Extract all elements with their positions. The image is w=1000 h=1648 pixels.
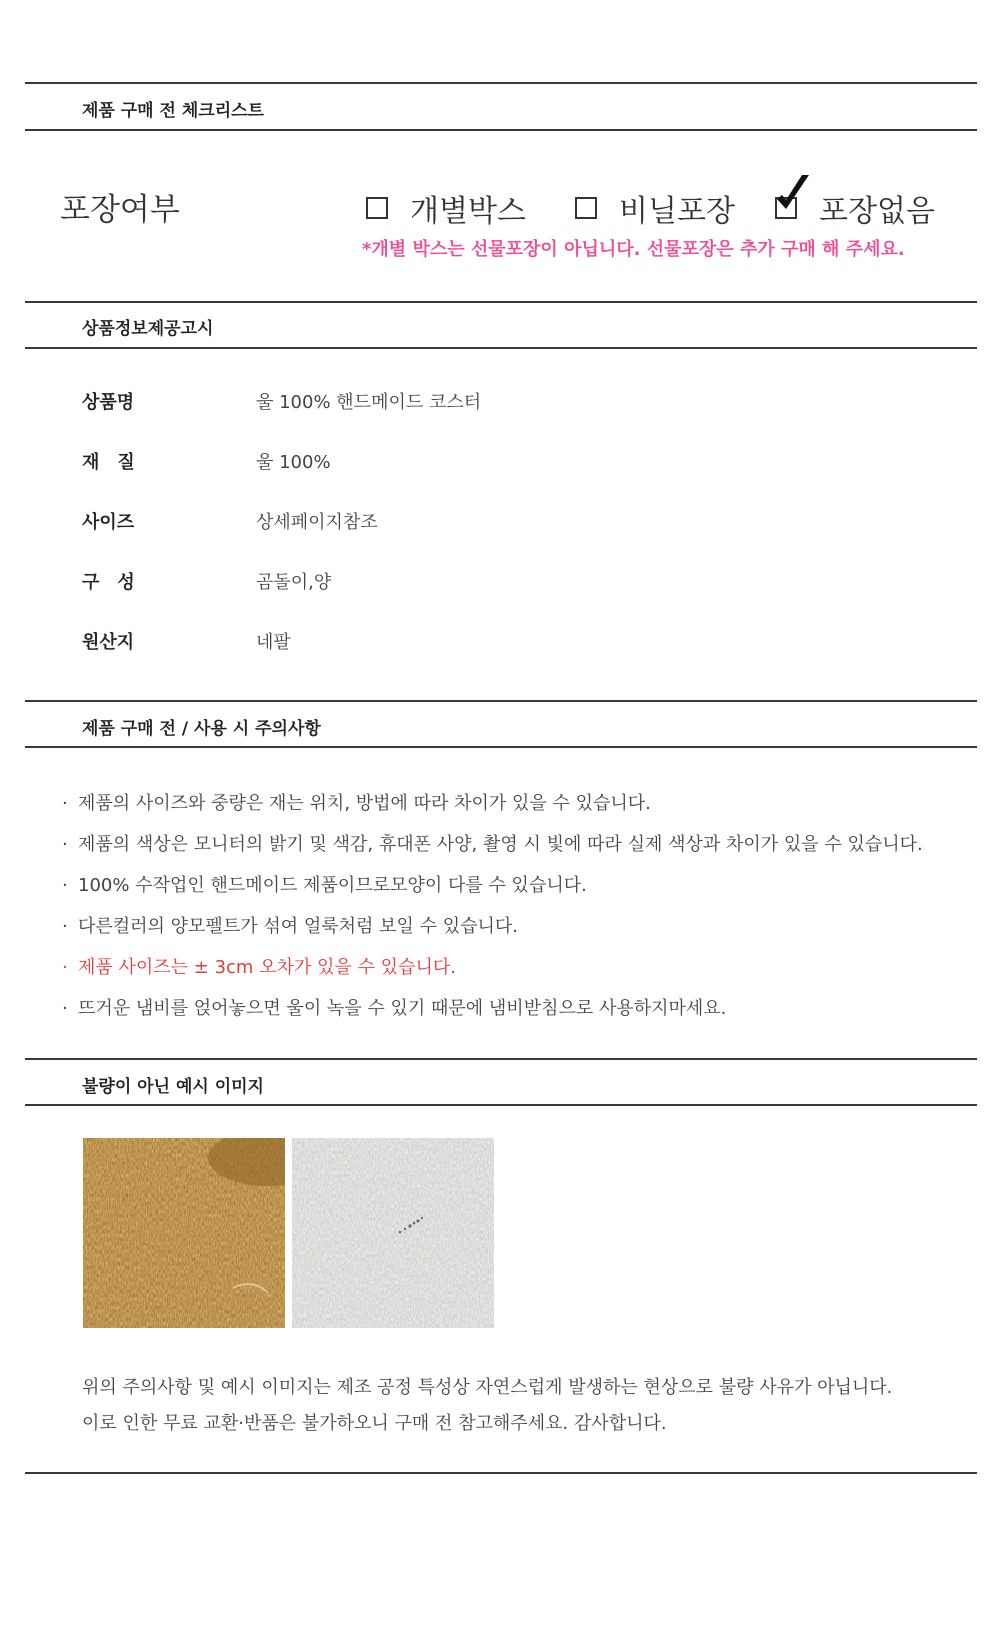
section-rule <box>25 82 977 84</box>
checkbox-icon[interactable] <box>575 197 597 219</box>
info-value: 네팔 <box>256 632 291 653</box>
info-value: 곰돌이,양 <box>256 572 332 593</box>
felt-texture-photo-brown <box>83 1138 285 1328</box>
info-value: 울 100% <box>256 452 331 473</box>
precaution-item-highlight: · 제품 사이즈는 ± 3cm 오차가 있을 수 있습니다. <box>62 957 456 978</box>
info-key: 재 질 <box>82 452 135 473</box>
option-vinyl-packing[interactable] <box>575 186 735 230</box>
info-key: 상품명 <box>82 392 135 413</box>
section-rule <box>25 129 977 131</box>
precaution-item: · 제품의 사이즈와 중량은 재는 위치, 방법에 따라 차이가 있을 수 있습니다. <box>62 793 651 814</box>
info-key: 사이즈 <box>82 512 135 533</box>
checkbox-checked-icon[interactable] <box>775 197 797 219</box>
gift-wrap-note: *개별 박스는 선물포장이 아닙니다. 선물포장은 추가 구매 해 주세요. <box>362 239 905 260</box>
section-rule <box>25 1104 977 1106</box>
closing-line-2: 이로 인한 무료 교환·반품은 불가하오니 구매 전 참고해주세요. 감사합니다. <box>82 1413 667 1434</box>
precaution-item: · 뜨거운 냄비를 얹어놓으면 울이 녹을 수 있기 때문에 냄비받침으로 사용하지마세요. <box>62 998 727 1019</box>
checkbox-icon[interactable] <box>366 197 388 219</box>
option-individual-box[interactable] <box>366 186 526 230</box>
felt-texture-photo-white <box>292 1138 494 1328</box>
section-rule <box>25 347 977 349</box>
option-label: 비닐포장 <box>619 194 735 229</box>
option-label: 포장없음 <box>819 194 935 229</box>
option-label: 개별박스 <box>410 194 526 229</box>
info-value: 상세페이지참조 <box>256 512 378 533</box>
precaution-item: · 다른컬러의 양모펠트가 섞여 얼룩처럼 보일 수 있습니다. <box>62 916 518 937</box>
precaution-item: · 제품의 색상은 모니터의 밝기 및 색감, 휴대폰 사양, 촬영 시 빛에 따라 실제 색상과 차이가 있을 수 있습니다. <box>62 834 923 855</box>
info-value: 울 100% 핸드메이드 코스터 <box>256 392 482 413</box>
checkmark-icon <box>775 173 811 217</box>
info-key: 원산지 <box>82 632 135 653</box>
precaution-item: · 100% 수작업인 핸드메이드 제품이므로모양이 다를 수 있습니다. <box>62 875 587 896</box>
section-rule <box>25 700 977 702</box>
section-rule <box>25 1058 977 1060</box>
section-rule <box>25 746 977 748</box>
section-rule <box>25 301 977 303</box>
defect-examples-title: 불량이 아닌 예시 이미지 <box>82 1077 264 1097</box>
section-rule <box>25 1472 977 1474</box>
precautions-title: 제품 구매 전 / 사용 시 주의사항 <box>82 719 321 739</box>
closing-line-1: 위의 주의사항 및 예시 이미지는 제조 공정 특성상 자연스럽게 발생하는 현상으로 불량 사유가 아닙니다. <box>82 1377 893 1398</box>
product-info-title: 상품정보제공고시 <box>82 319 214 339</box>
info-key: 구 성 <box>82 572 135 593</box>
checklist-title: 제품 구매 전 체크리스트 <box>82 101 264 121</box>
option-no-packing[interactable] <box>775 186 935 230</box>
packaging-label: 포장여부 <box>60 192 180 228</box>
